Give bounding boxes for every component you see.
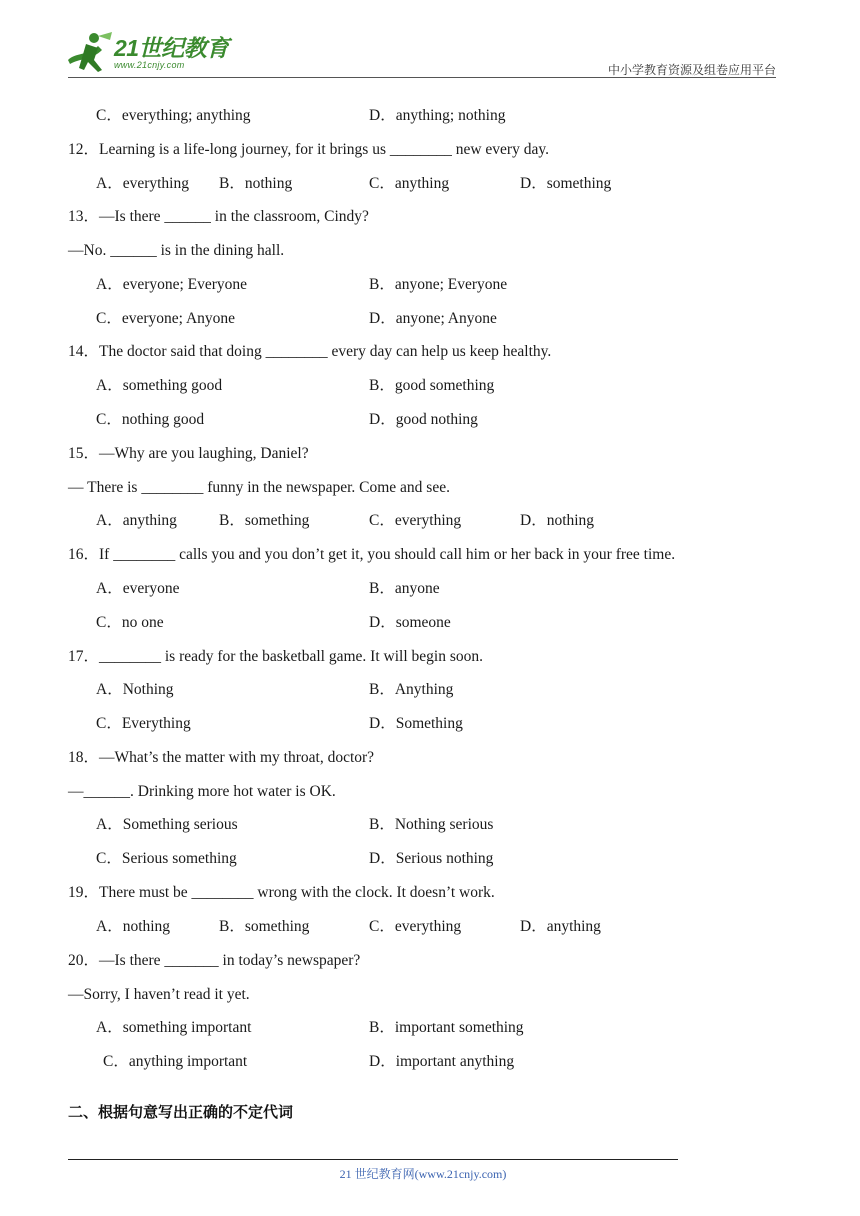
q12-option-d: D．something <box>520 175 612 192</box>
q12-option-c: C．anything <box>369 175 450 192</box>
q19-stem: 19．There must be ________ wrong with the clock. It doesn’t work. <box>68 884 495 901</box>
q13-option-b: B．anyone; Everyone <box>369 276 508 293</box>
q18-stem-reply: —______. Drinking more hot water is OK. <box>68 783 336 800</box>
q12-stem: 12．Learning is a life-long journey, for it brings us ________ new every day. <box>68 141 549 158</box>
platform-label: 中小学教育资源及组卷应用平台 <box>607 63 776 77</box>
section-heading: 二、根据句意写出正确的不定代词 <box>68 1103 294 1121</box>
q20-option-b: B．important something <box>369 1019 524 1036</box>
q18-option-b: B．Nothing serious <box>369 816 494 833</box>
q14-option-d: D．good nothing <box>369 411 478 428</box>
brand-logo <box>64 30 234 78</box>
q13-stem: 13．—Is there ______ in the classroom, Cindy? <box>68 208 369 225</box>
q20-stem-reply: —Sorry, I haven’t read it yet. <box>68 986 250 1003</box>
q19-option-b: B．something <box>219 918 310 935</box>
q17-option-b: B．Anything <box>369 681 454 698</box>
q12-option-b: B．nothing <box>219 175 293 192</box>
q11-option-d: D．anything; nothing <box>369 107 506 124</box>
q20-option-c: C．anything important <box>103 1053 248 1070</box>
runner-icon <box>64 30 114 76</box>
q14-stem: 14．The doctor said that doing ________ every day can help us keep healthy. <box>68 343 552 360</box>
q16-option-a: A．everyone <box>96 580 180 597</box>
q12-option-a: A．everything <box>96 175 189 192</box>
q18-stem: 18．—What’s the matter with my throat, doctor? <box>68 749 375 766</box>
q17-option-a: A．Nothing <box>96 681 174 698</box>
q13-option-c: C．everyone; Anyone <box>96 310 236 327</box>
brand-url: www.21cnjy.com <box>114 60 185 70</box>
q15-option-b: B．something <box>219 512 310 529</box>
q15-option-c: C．everything <box>369 512 462 529</box>
q20-option-a: A．something important <box>96 1019 252 1036</box>
q14-option-c: C．nothing good <box>96 411 205 428</box>
header-divider <box>68 77 776 78</box>
q15-option-d: D．nothing <box>520 512 595 529</box>
q18-option-c: C．Serious something <box>96 850 237 867</box>
page-header <box>0 0 860 80</box>
brand-name: 21世纪教育 <box>114 35 229 61</box>
q17-stem: 17．________ is ready for the basketball game. It will begin soon. <box>68 648 483 665</box>
q18-option-a: A．Something serious <box>96 816 238 833</box>
q18-option-d: D．Serious nothing <box>369 850 494 867</box>
q16-option-b: B．anyone <box>369 580 440 597</box>
q19-option-d: D．anything <box>520 918 601 935</box>
q15-option-a: A．anything <box>96 512 177 529</box>
q13-stem-reply: —No. ______ is in the dining hall. <box>68 242 285 259</box>
q13-option-d: D．anyone; Anyone <box>369 310 497 327</box>
q13-option-a: A．everyone; Everyone <box>96 276 248 293</box>
q19-option-c: C．everything <box>369 918 462 935</box>
q14-option-a: A．something good <box>96 377 223 394</box>
footer-source: 21 世纪教育网(www.21cnjy.com) <box>339 1167 507 1181</box>
q15-stem-reply: — There is ________ funny in the newspaper. Come and see. <box>68 479 450 496</box>
q14-option-b: B．good something <box>369 377 495 394</box>
q16-stem: 16．If ________ calls you and you don’t get it, you should call him or her back in your free time. <box>68 546 676 563</box>
q17-option-c: C．Everything <box>96 715 191 732</box>
footer-divider <box>68 1159 678 1160</box>
q16-option-d: D．someone <box>369 614 451 631</box>
q20-stem: 20．—Is there _______ in today’s newspaper? <box>68 952 361 969</box>
q11-option-c: C．everything; anything <box>96 107 251 124</box>
q19-option-a: A．nothing <box>96 918 171 935</box>
q17-option-d: D．Something <box>369 715 463 732</box>
q20-option-d: D．important anything <box>369 1053 515 1070</box>
q16-option-c: C．no one <box>96 614 164 631</box>
q15-stem: 15．—Why are you laughing, Daniel? <box>68 445 309 462</box>
